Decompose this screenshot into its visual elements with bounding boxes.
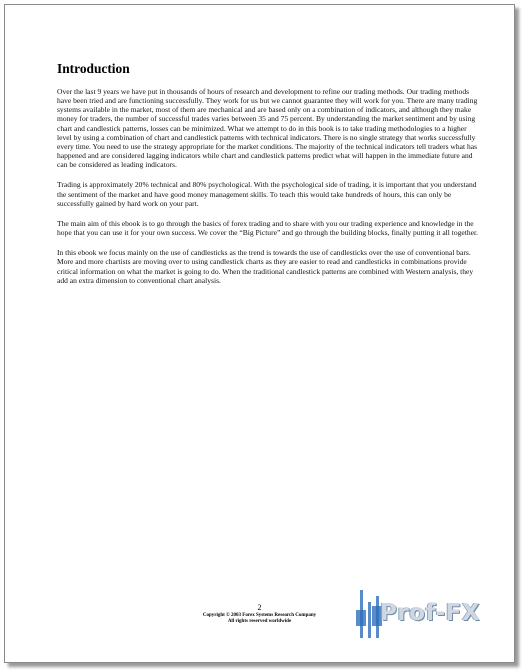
copyright-notice: Copyright © 2003 Forex Systems Research Company [202,613,317,618]
watermark-text: Prof-FX [380,600,481,626]
body-text [57,87,481,296]
rights-notice: All rights reserved worldwide [227,619,292,624]
paragraph-3: The main aim of this ebook is to go through the basics of forex trading and to share with you our trading experience and knowledge in the hope that you can use it for your own success. We cover the “Big Picture” and go through the building blocks, finally putting it all together. [57,218,478,238]
prof-fx-watermark [350,590,495,640]
paragraph-1: Over the last 9 years we have put in thousands of hours of research and development to refine our trading methods. Our trading methods have been tried and are functioning successfully. They work for us but we cannot guarantee they will work for you. There are many trading systems available in the market, most of them are mechanical and are based only on a combination of indicators, and although they make money for traders, the number of successful trades varies between 35 and 75 percent. By understanding the market sentiment and by using chart and candlestick patterns, losses can be minimized. What we attempt to do in this book is to take trading methodologies to a higher level by using a combination of chart and candlestick patterns with technical indicators. There is no single strategy that works successfully every time. You need to use the strategy appropriate for the market conditions. The majority of the technical indicators tell traders what has happened and are considered lagging indicators while chart and candlestick patterns predict what will happen in the immediate future and can be considered as leading indicators. [57,87,478,170]
document-page [4,4,515,663]
page-title: Introduction [57,61,130,76]
paragraph-2: Trading is approximately 20% technical and 80% psychological. With the psychological side of trading, it is important that you understand the sentiment of the market and have good money management skills. To teach this would take hundreds of hours, this can only be successfully gained by hard work on your part. [57,180,477,208]
paragraph-4: In this ebook we focus mainly on the use of candlesticks as the trend is towards the use of candlesticks over the use of conventional bars. More and more chartists are moving over to using candlestick charts as they are easier to read and candlesticks in combinations provide critical information on what the market is going to do. When the traditional candlestick patterns are combined with Western analysis, they add an extra dimension to conventional chart analysis. [57,248,474,285]
page-number: 2 [257,603,262,612]
